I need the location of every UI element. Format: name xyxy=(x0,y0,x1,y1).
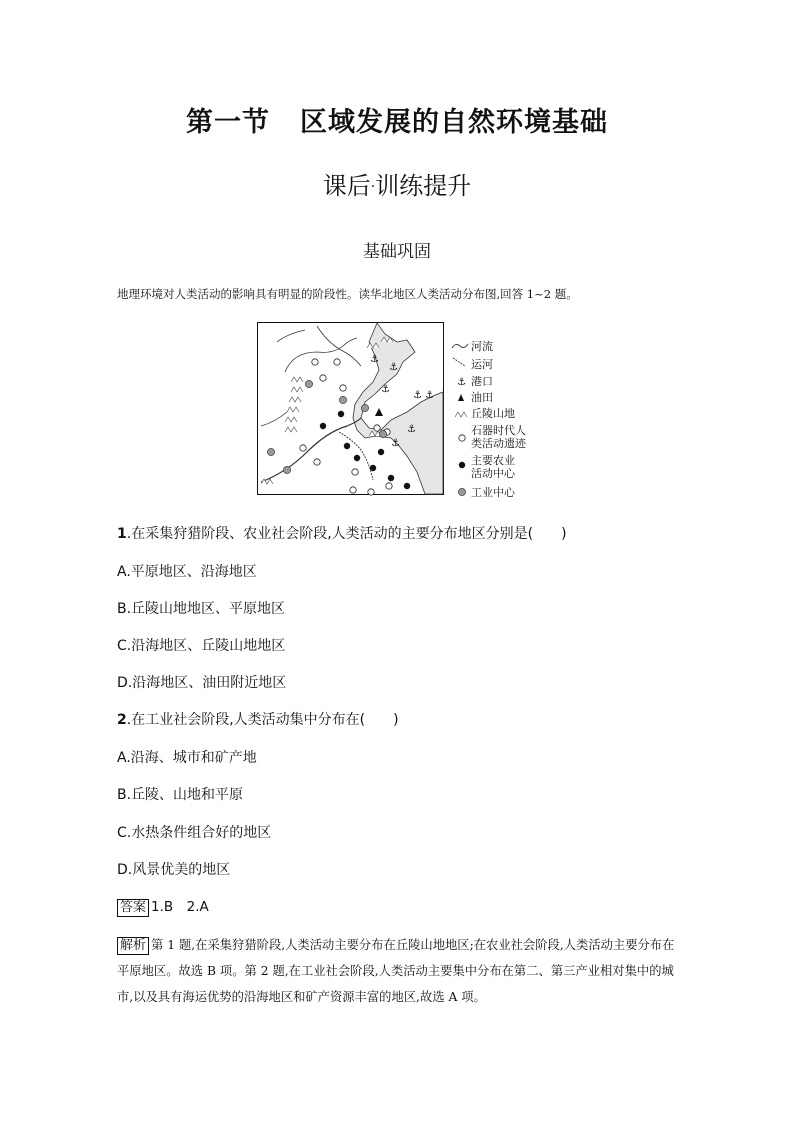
question-1-option-b: B.丘陵山地地区、平原地区 xyxy=(117,601,286,617)
north-china-activity-map xyxy=(257,322,545,500)
page-subtitle xyxy=(0,166,794,201)
question-1-option-c: C.沿海地区、丘陵山地地区 xyxy=(117,638,286,654)
subtitle-right: 训练提升 xyxy=(375,172,472,200)
legend-industry-label: 工业中心 xyxy=(471,486,515,499)
question-2-option-d: D.风景优美的地区 xyxy=(117,862,231,878)
svg-text:⚓: ⚓ xyxy=(370,354,379,365)
hills-icon xyxy=(455,412,467,417)
subtitle-dot: · xyxy=(370,179,376,195)
subtitle-left: 课后 xyxy=(322,172,371,200)
legend-agri-center xyxy=(459,453,516,480)
svg-text:⚓: ⚓ xyxy=(381,384,390,395)
legend-port xyxy=(457,374,493,388)
agri-center-icon xyxy=(459,462,465,468)
question-2-option-b: B.丘陵、山地和平原 xyxy=(117,787,244,803)
legend-stone-age xyxy=(459,423,527,450)
svg-text:⚓: ⚓ xyxy=(391,438,400,449)
legend-stone-age-label-1: 石器时代人 xyxy=(471,424,526,437)
legend-agri-label-1: 主要农业 xyxy=(471,454,515,467)
question-1 xyxy=(117,523,567,543)
legend-stone-age-label-2: 类活动遗迹 xyxy=(471,437,526,450)
svg-text:⚓: ⚓ xyxy=(389,362,398,373)
oilfield-icon xyxy=(458,394,464,401)
title-section-number: 第一节 xyxy=(186,107,270,138)
question-1-option-a: A.平原地区、沿海地区 xyxy=(117,564,257,580)
legend-agri-label-2: 活动中心 xyxy=(471,467,515,480)
question-1-text: .在采集狩猎阶段、农业社会阶段,人类活动的主要分布地区分别是( ) xyxy=(126,526,567,542)
question-2-option-c: C.水热条件组合好的地区 xyxy=(117,825,272,841)
industry-center-icon xyxy=(458,488,465,495)
explanation-text: 第 1 题,在采集狩猎阶段,人类活动主要分布在丘陵山地地区;在农业社会阶段,人类活动主要分布在平原地区。故选 B 项。第 2 题,在工业社会阶段,人类活动主要集中分布在第二、第三产业相对集中的城市,以及具有海运优势的沿海地区和矿产资源丰富的地区,故选 A 项。 xyxy=(117,938,675,1004)
section-heading: 基础巩固 xyxy=(363,242,431,262)
canal-icon xyxy=(453,358,465,366)
explanation-tag: 解析 xyxy=(117,937,149,955)
question-1-number: 1 xyxy=(117,526,127,542)
explanation-block xyxy=(117,932,677,1010)
legend-canal xyxy=(453,358,493,371)
legend-port-label: 港口 xyxy=(471,375,493,388)
legend-oilfield xyxy=(458,390,493,404)
legend-industry-center xyxy=(458,485,516,499)
question-2-option-a: A.沿海、城市和矿产地 xyxy=(117,750,257,766)
map-legend xyxy=(452,339,527,499)
svg-text:⚓: ⚓ xyxy=(407,424,416,435)
question-1-option-d: D.沿海地区、油田附近地区 xyxy=(117,675,287,691)
legend-hills xyxy=(455,406,515,420)
intro-text: 地理环境对人类活动的影响具有明显的阶段性。读华北地区人类活动分布图,回答 1~2 题。 xyxy=(117,287,578,301)
stone-age-icon xyxy=(459,435,465,441)
legend-hills-label: 丘陵山地 xyxy=(471,407,515,420)
answer-tag: 答案 xyxy=(117,899,149,917)
svg-text:⚓: ⚓ xyxy=(413,390,422,401)
legend-river-label: 河流 xyxy=(471,340,493,353)
legend-oilfield-label: 油田 xyxy=(471,391,493,404)
question-2 xyxy=(117,709,399,729)
legend-river xyxy=(452,339,493,353)
answer-line xyxy=(117,895,209,917)
page-title xyxy=(0,100,794,139)
legend-canal-label: 运河 xyxy=(471,358,493,371)
question-2-number: 2 xyxy=(117,712,127,728)
question-2-text: .在工业社会阶段,人类活动集中分布在( ) xyxy=(126,712,399,728)
svg-text:⚓: ⚓ xyxy=(425,390,434,401)
answer-text: 1.B 2.A xyxy=(151,899,209,915)
title-text: 区域发展的自然环境基础 xyxy=(300,107,608,138)
port-icon: ⚓ xyxy=(457,377,466,388)
river-icon xyxy=(452,344,468,348)
